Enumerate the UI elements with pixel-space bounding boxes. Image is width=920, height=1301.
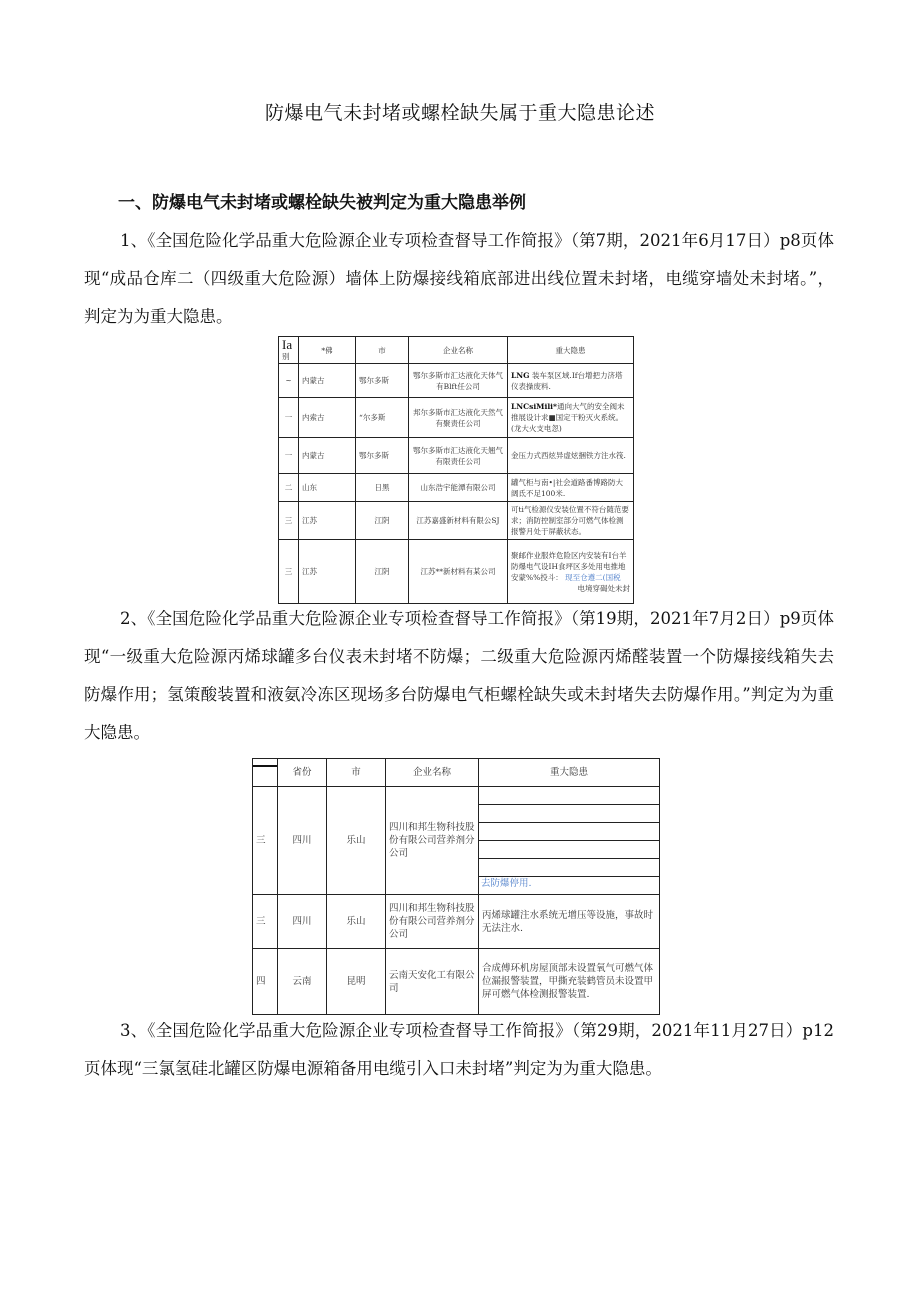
- cell: 金压力式西炫异虚炫捆铁方注水筏.: [508, 438, 634, 474]
- cell: 三: [253, 787, 278, 895]
- cell: 云南: [278, 949, 327, 1015]
- document-title: 防爆电气未封堵或螺栓缺失属于重大隐患论述: [264, 102, 655, 124]
- cell: 江阴: [356, 502, 409, 540]
- cell: 江苏**新材料有某公司: [409, 540, 508, 604]
- cell: 邦尔多斯市汇达液化天然气有聚责任公司: [409, 398, 508, 438]
- cell: 三: [279, 540, 299, 604]
- table-header-row: [253, 759, 660, 787]
- cell: 江苏: [299, 502, 356, 540]
- table-row: [279, 540, 634, 604]
- paragraph-3: 3、《全国危险化学品重大危险源企业专项检查督导工作简报》（第29期，2021年11月27日）p12页体现“三氯氢硅北罐区防爆电源箱备用电缆引入口未封堵”判定为为重大隐患。: [84, 1021, 834, 1078]
- cell: 鄂尔多斯: [356, 364, 409, 398]
- paragraph-2: 2、《全国危险化学品重大危险源企业专项检查督导工作简报》（第19期，2021年7月2日）p9页体现“一级重大危险源丙烯球罐多台仪表未封堵不防爆；二级重大危险源丙烯醛装置一个防爆接线箱失去防爆作用；氢策酸装置和液氨冷冻区现场多台防爆电气柜螺栓缺失或未封堵失去防爆作用。”判定为为重大隐患。: [84, 609, 834, 742]
- section-heading: 一、防爆电气未封堵或螺栓缺失被判定为重大隐患举例: [118, 193, 526, 213]
- table-row: [253, 895, 660, 949]
- cell: 内蒙古: [299, 364, 356, 398]
- cell: 一: [279, 398, 299, 438]
- hazard-table-2: [252, 758, 660, 1015]
- cell: “尔多斯: [356, 398, 409, 438]
- table-row: [279, 502, 634, 540]
- cell: [479, 787, 660, 895]
- cell: 四: [253, 949, 278, 1015]
- cell: 四川和邦生物科技股份有限公司营养剂分公司: [386, 787, 479, 895]
- cell: 二: [279, 474, 299, 502]
- cell: 四川和邦生物科技股份有限公司营养剂分公司: [386, 895, 479, 949]
- cell: 三: [253, 895, 278, 949]
- header-cell: 企业名称: [409, 337, 508, 364]
- cell: 江阴: [356, 540, 409, 604]
- cell: 山东: [299, 474, 356, 502]
- cell: 乐山: [327, 895, 386, 949]
- table-row: [253, 949, 660, 1015]
- header-cell: 企业名称: [386, 759, 479, 787]
- cell: 鄂尔多斯: [356, 438, 409, 474]
- hazard-table-1: [278, 336, 634, 604]
- cell: 昆明: [327, 949, 386, 1015]
- cell: ~: [279, 364, 299, 398]
- cell: 一: [279, 438, 299, 474]
- cell: 乐山: [327, 787, 386, 895]
- header-cell: 重大隐患: [508, 337, 634, 364]
- cell: 云南天安化工有限公司: [386, 949, 479, 1015]
- table-row: [279, 398, 634, 438]
- table-row: [253, 787, 660, 895]
- cell: 内蒙古: [299, 438, 356, 474]
- hazard-text: 去防爆停用.: [481, 878, 532, 889]
- cell: 鄂尔多斯市汇达液化天体气有Blft任公司: [409, 364, 508, 398]
- cell: LNCsiMili*通向大气的安全阀未推展设计求■国定干粉灭火系统。(龙大火支电忽): [508, 398, 634, 438]
- header-cell: Ia 别: [279, 337, 299, 364]
- header-cell: 省份: [278, 759, 327, 787]
- cell: 山东浩宇能潭有限公司: [409, 474, 508, 502]
- paragraph-1: 1、《全国危险化学品重大危险源企业专项检查督导工作简报》（第7期，2021年6月17日）p8页体现“成品仓库二（四级重大危险源）墙体上防爆接线箱底部进出线位置未封堵，电缆穿墙处未封堵。”，判定为为重大隐患。: [84, 231, 834, 326]
- table-row: [279, 364, 634, 398]
- header-cell: *佛: [299, 337, 356, 364]
- cell: 合成傅环机房屋顶部未设置氧气可燃气体位漏报警装置，甲撕充装鹤管员未设置甲屏可燃气体检测报警装置.: [479, 949, 660, 1015]
- header-cell: 市: [356, 337, 409, 364]
- cell: LNG 装车泵区域.If台增把力济塔仪表操废料.: [508, 364, 634, 398]
- cell: 内索古: [299, 398, 356, 438]
- cell: 四川: [278, 895, 327, 949]
- cell: 可ti气检源仪安装位置不符台随范要求；消防控制室部分可燃气体检测报警月处于屏蔽状态。: [508, 502, 634, 540]
- cell: 鄂尔多斯市汇达液化天翘气有限责任公司: [409, 438, 508, 474]
- cell: 江苏嘉盛新材料有限公SJ: [409, 502, 508, 540]
- cell: 江苏: [299, 540, 356, 604]
- table-row: [279, 438, 634, 474]
- cell: 三: [279, 502, 299, 540]
- cell: 罐气柜与南•|社会道路番博路防大阔氐不足100米.: [508, 474, 634, 502]
- header-cell: [253, 759, 278, 787]
- table-row: [279, 474, 634, 502]
- cell: 聚邮作业服炸危险区内安装有I台羊防爆电气设IH食坪区多处用电推地安蒙%%投斗： 现至仓遵二(国税 电境穿碣处未封: [508, 540, 634, 604]
- header-cell: 市: [327, 759, 386, 787]
- table-header-row: [279, 337, 634, 364]
- header-cell: 重大隐患: [479, 759, 660, 787]
- cell: 四川: [278, 787, 327, 895]
- cell: 日黑: [356, 474, 409, 502]
- cell: 丙烯球罐注水系统无增压等设施，事故时无法注水.: [479, 895, 660, 949]
